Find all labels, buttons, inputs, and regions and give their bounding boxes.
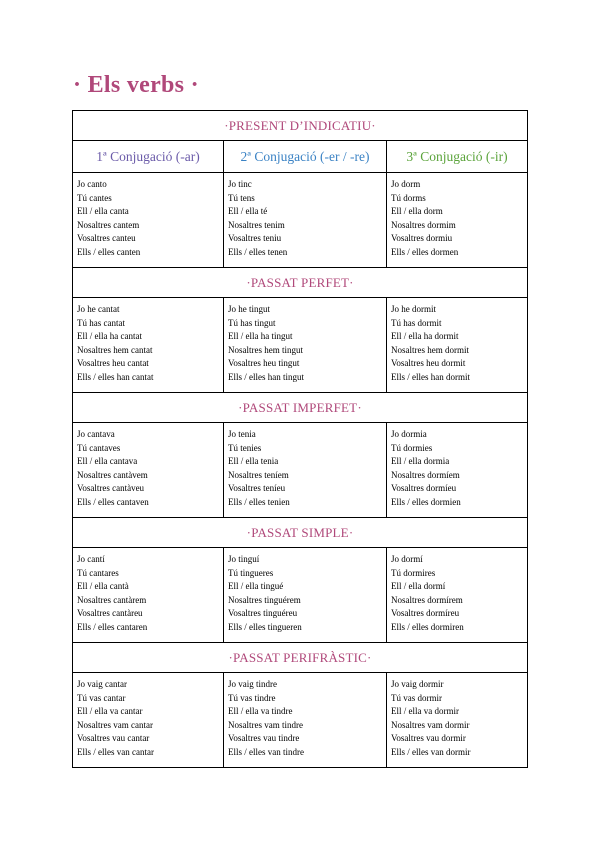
verb-form: Vosaltres vau cantar	[77, 733, 150, 744]
section-header-passat-perifrastic	[73, 643, 528, 673]
forms-row	[73, 423, 528, 518]
verb-form: Jo vaig dormir	[391, 679, 444, 689]
forms-cell-2er	[224, 423, 387, 518]
verb-conjugation-table	[72, 110, 528, 768]
verb-form: Jo cantava	[77, 429, 115, 439]
verb-form: Vosaltres vau dormir	[391, 733, 466, 744]
verb-form: Ells / elles han tingut	[228, 371, 304, 382]
verb-form: Ells / elles tingueren	[228, 621, 302, 632]
verb-form: Tú dorms	[391, 192, 426, 203]
verb-form: Ells / elles dormen	[391, 246, 459, 257]
verb-form: Ells / elles han cantat	[77, 371, 154, 382]
verb-form: Nosaltres vam dormir	[391, 719, 470, 730]
verb-form: Ells / elles cantaren	[77, 621, 148, 632]
verb-form: Vosaltres dormíreu	[391, 608, 460, 619]
verb-form: Jo dorm	[391, 179, 421, 189]
verb-form: Ell / ella dormí	[391, 581, 446, 592]
forms-row	[73, 173, 528, 268]
verb-form: Tú vas tindre	[228, 692, 276, 703]
verb-form: Ell / ella ha dormit	[391, 331, 459, 342]
forms-cell-1ar	[73, 673, 224, 768]
verb-form: Nosaltres teníem	[228, 469, 289, 480]
verb-form: Ell / ella va tindre	[228, 706, 293, 717]
verb-form: Vosaltres cantàveu	[77, 483, 145, 494]
forms-row	[73, 673, 528, 768]
verb-form: Nosaltres vam tindre	[228, 719, 303, 730]
section-title: ·PASSAT PERFET·	[73, 268, 528, 298]
verb-form: Ell / ella ha tingut	[228, 331, 293, 342]
verb-form: Nosaltres dormim	[391, 219, 456, 230]
forms-cell-2er	[224, 673, 387, 768]
verb-form: Vosaltres tinguéreu	[228, 608, 298, 619]
verb-form: Nosaltres dormíem	[391, 469, 460, 480]
verb-form: Vosaltres dormíeu	[391, 483, 457, 494]
verb-form: Jo vaig tindre	[228, 679, 277, 689]
section-header-present	[73, 111, 528, 141]
forms-cell-3ir	[387, 673, 528, 768]
verb-form: Jo he cantat	[77, 304, 120, 314]
verb-form: Tú dormies	[391, 442, 433, 453]
verb-form: Ell / ella va cantar	[77, 706, 143, 717]
section-title: ·PASSAT SIMPLE·	[73, 518, 528, 548]
section-title: ·PASSAT PERIFRÀSTIC·	[73, 643, 528, 673]
verb-form: Vosaltres heu tingut	[228, 358, 300, 369]
verb-form: Ells / elles han dormit	[391, 371, 470, 382]
verb-form: Ells / elles dormien	[391, 496, 461, 507]
verb-form: Ell / ella té	[228, 206, 268, 217]
verb-form: Ell / ella tenia	[228, 456, 279, 467]
verb-form: Tú vas cantar	[77, 692, 126, 703]
verb-form: Ell / ella ha cantat	[77, 331, 142, 342]
verb-form: Nosaltres tinguérem	[228, 594, 301, 605]
verb-form: Tú has dormit	[391, 317, 442, 328]
verb-form: Vosaltres heu cantat	[77, 358, 149, 369]
verb-form: Ells / elles canten	[77, 246, 141, 257]
verb-form: Jo vaig cantar	[77, 679, 127, 689]
verb-form: Vosaltres teniu	[228, 233, 282, 244]
verb-form: Tú cantaves	[77, 442, 121, 453]
conjugation-1-header: 1ª Conjugació (-ar)	[73, 141, 224, 173]
verb-form: Tú cantes	[77, 192, 112, 203]
verb-form: Ells / elles tenen	[228, 246, 288, 257]
forms-cell-1ar	[73, 298, 224, 393]
conjugation-3-header: 3ª Conjugació (-ir)	[387, 141, 528, 173]
verb-form: Ell / ella dormia	[391, 456, 450, 467]
verb-form: Ells / elles van dormir	[391, 746, 471, 757]
forms-cell-2er	[224, 548, 387, 643]
conjugation-header-row	[73, 141, 528, 173]
section-header-passat-simple	[73, 518, 528, 548]
verb-form: Ells / elles van tindre	[228, 746, 304, 757]
verb-form: Jo dormí	[391, 554, 423, 564]
verb-form: Jo dormia	[391, 429, 427, 439]
verb-form: Nosaltres vam cantar	[77, 719, 153, 730]
verb-form: Ells / elles van cantar	[77, 746, 154, 757]
verb-form: Jo tinguí	[228, 554, 260, 564]
forms-cell-3ir	[387, 548, 528, 643]
verb-form: Ells / elles dormiren	[391, 621, 464, 632]
verb-form: Ell / ella dorm	[391, 206, 443, 217]
verb-form: Tú tens	[228, 192, 255, 203]
verb-form: Nosaltres tenim	[228, 219, 285, 230]
verb-form: Vosaltres heu dormit	[391, 358, 466, 369]
forms-cell-1ar	[73, 548, 224, 643]
verb-form: Vosaltres cantàreu	[77, 608, 143, 619]
verb-form: Tú has tingut	[228, 317, 276, 328]
section-header-passat-imperfet	[73, 393, 528, 423]
verb-form: Vosaltres canteu	[77, 233, 136, 244]
verb-form: Ell / ella cantà	[77, 581, 129, 592]
verb-form: Ell / ella va dormir	[391, 706, 459, 717]
verb-form: Tú has cantat	[77, 317, 125, 328]
forms-cell-3ir	[387, 298, 528, 393]
verb-form: Tú tenies	[228, 442, 262, 453]
section-header-passat-perfet	[73, 268, 528, 298]
verb-form: Ell / ella canta	[77, 206, 129, 217]
forms-row	[73, 548, 528, 643]
verb-form: Jo he dormit	[391, 304, 436, 314]
verb-form: Tú dormires	[391, 567, 436, 578]
forms-cell-1ar	[73, 423, 224, 518]
verb-form: Jo tinc	[228, 179, 252, 189]
verb-form: Vosaltres dormiu	[391, 233, 453, 244]
verb-form: Jo tenia	[228, 429, 256, 439]
verb-form: Nosaltres cantàrem	[77, 594, 147, 605]
verb-form: Nosaltres dormírem	[391, 594, 463, 605]
page-title: · Els verbs ·	[73, 72, 199, 98]
verb-form: Tú cantares	[77, 567, 119, 578]
verb-form: Nosaltres hem cantat	[77, 344, 153, 355]
forms-cell-3ir	[387, 423, 528, 518]
verb-form: Ells / elles tenien	[228, 496, 290, 507]
verb-form: Tú vas dormir	[391, 692, 442, 703]
verb-form: Nosaltres cantàvem	[77, 469, 148, 480]
verb-form: Tú tingueres	[228, 567, 274, 578]
verb-form: Jo he tingut	[228, 304, 270, 314]
verb-form: Nosaltres cantem	[77, 219, 140, 230]
verb-form: Nosaltres hem tingut	[228, 344, 303, 355]
forms-cell-2er	[224, 173, 387, 268]
forms-cell-1ar	[73, 173, 224, 268]
verb-form: Vosaltres vau tindre	[228, 733, 300, 744]
verb-form: Ell / ella tingué	[228, 581, 284, 592]
forms-cell-2er	[224, 298, 387, 393]
forms-cell-3ir	[387, 173, 528, 268]
verb-form: Ell / ella cantava	[77, 456, 138, 467]
verb-form: Jo canto	[77, 179, 107, 189]
verb-form: Ells / elles cantaven	[77, 496, 149, 507]
forms-row	[73, 298, 528, 393]
conjugation-2-header: 2ª Conjugació (-er / -re)	[224, 141, 387, 173]
section-title: ·PRESENT D’INDICATIU·	[73, 111, 528, 141]
verb-form: Vosaltres teníeu	[228, 483, 286, 494]
verb-form: Jo cantí	[77, 554, 105, 564]
section-title: ·PASSAT IMPERFET·	[73, 393, 528, 423]
verb-form: Nosaltres hem dormit	[391, 344, 469, 355]
